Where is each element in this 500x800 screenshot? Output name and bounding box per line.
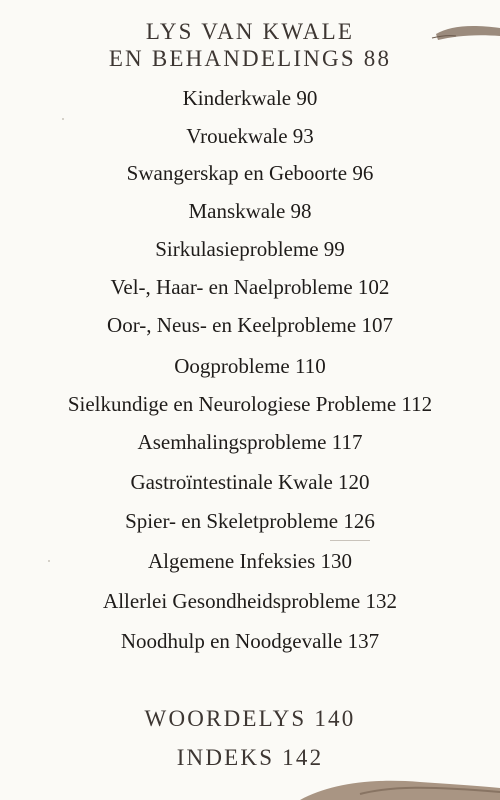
paper-mark — [330, 540, 370, 541]
section-heading-woordelys: WOORDELYS 140 — [144, 706, 356, 731]
section-heading-line1: LYS VAN KWALE — [145, 19, 355, 44]
paper-speck — [48, 560, 50, 562]
toc-entry-vrouekwale: Vrouekwale 93 — [186, 124, 314, 148]
toc-entry-velprobleme: Vel-, Haar- en Naelprobleme 102 — [110, 275, 390, 299]
toc-entry-spierprobleme: Spier- en Skeletprobleme 126 — [125, 509, 375, 533]
brush-stroke-decoration-bottom — [300, 774, 500, 800]
section-heading-indeks: INDEKS 142 — [176, 745, 324, 770]
toc-entry-oorprobleme: Oor-, Neus- en Keelprobleme 107 — [107, 313, 393, 337]
toc-entry-gastrointestinale: Gastroïntestinale Kwale 120 — [130, 470, 370, 494]
toc-entry-sielkundige: Sielkundige en Neurologiese Probleme 112 — [67, 392, 433, 416]
toc-entry-allerlei: Allerlei Gesondheidsprobleme 132 — [103, 589, 397, 613]
toc-entry-manskwale: Manskwale 98 — [188, 199, 312, 223]
toc-entry-noodhulp: Noodhulp en Noodgevalle 137 — [120, 629, 380, 653]
toc-entry-infeksies: Algemene Infeksies 130 — [147, 549, 353, 573]
toc-entry-asemhalingsprobleme: Asemhalingsprobleme 117 — [137, 430, 363, 454]
toc-entry-oogprobleme: Oogprobleme 110 — [174, 354, 326, 378]
toc-entry-kinderkwale: Kinderkwale 90 — [182, 86, 318, 110]
toc-entry-swangerskap: Swangerskap en Geboorte 96 — [126, 161, 374, 185]
section-heading-line2: EN BEHANDELINGS 88 — [108, 46, 392, 71]
toc-entry-sirkulasieprobleme: Sirkulasieprobleme 99 — [155, 237, 345, 261]
paper-speck — [62, 118, 64, 120]
